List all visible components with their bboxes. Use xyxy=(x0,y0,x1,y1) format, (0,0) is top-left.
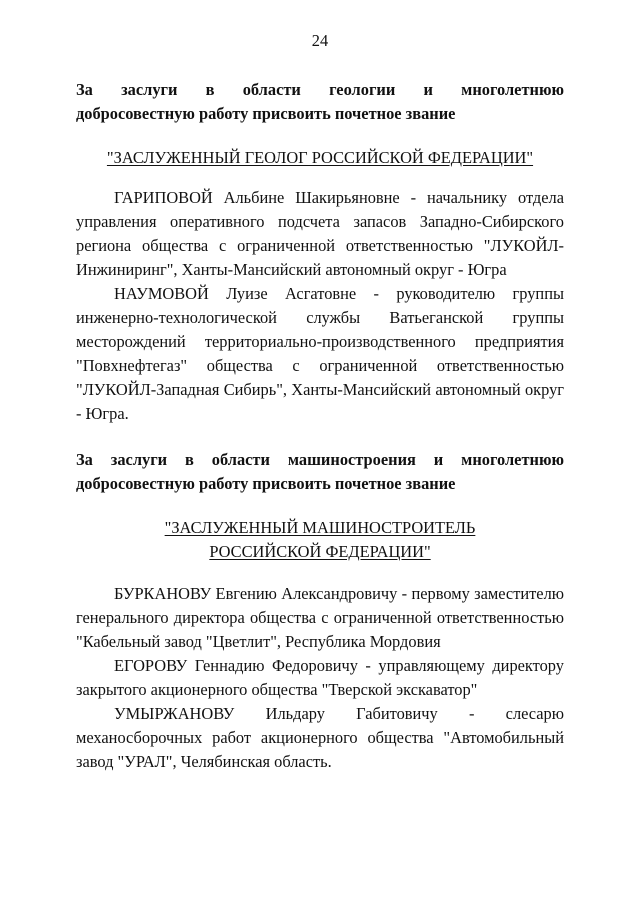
geology-entries xyxy=(76,186,564,426)
machinebuilding-entries xyxy=(76,582,564,774)
machinebuilding-title xyxy=(76,516,564,564)
machinebuilding-intro-line1: За заслуги в области машиностроения и многолетнюю xyxy=(76,450,564,469)
geology-title: "ЗАСЛУЖЕННЫЙ ГЕОЛОГ РОССИЙСКОЙ ФЕДЕРАЦИИ" xyxy=(106,148,534,167)
machinebuilding-entry-umyrzhanov: УМЫРЖАНОВУ Ильдару Габитовичу - слесарю механосборочных работ акционерного общества "Автомобильный завод "УРАЛ", Челябинская область. xyxy=(76,704,564,771)
geology-entry-naumova: НАУМОВОЙ Луизе Асгатовне - руководителю группы инженерно-технологической службы Ватьеганской группы месторождений территориально-производственного предприятия "Повхнефтегаз" общества с ограниченной ответственностью "ЛУКОЙЛ-Западная Сибирь", Ханты-Мансийский автономный округ - Югра. xyxy=(76,284,564,423)
geology-intro xyxy=(76,78,564,126)
machinebuilding-entry-egorov: ЕГОРОВУ Геннадию Федоровичу - управляющему директору закрытого акционерного общества "Тверской экскаватор" xyxy=(76,656,564,699)
machinebuilding-intro-line2: добросовестную работу присвоить почетное звание xyxy=(76,474,456,493)
geology-entry-garipova: ГАРИПОВОЙ Альбине Шакирьяновне - начальнику отдела управления оперативного подсчета запасов Западно-Сибирского региона общества с ограниченной ответственностью "ЛУКОЙЛ-Инжиниринг", Ханты-Мансийский автономный округ - Югра xyxy=(76,188,564,279)
machinebuilding-title-line2: РОССИЙСКОЙ ФЕДЕРАЦИИ" xyxy=(209,542,431,561)
machinebuilding-intro xyxy=(76,448,564,496)
page-number: 24 xyxy=(311,31,329,50)
machinebuilding-title-line1: "ЗАСЛУЖЕННЫЙ МАШИНОСТРОИТЕЛЬ xyxy=(164,518,476,537)
geology-intro-line1: За заслуги в области геологии и многолетнюю xyxy=(76,80,564,99)
machinebuilding-entry-burkanov: БУРКАНОВУ Евгению Александровичу - первому заместителю генерального директора общества с ограниченной ответственностью "Кабельный завод "Цветлит", Республика Мордовия xyxy=(76,584,564,651)
geology-intro-line2: добросовестную работу присвоить почетное звание xyxy=(76,104,456,123)
